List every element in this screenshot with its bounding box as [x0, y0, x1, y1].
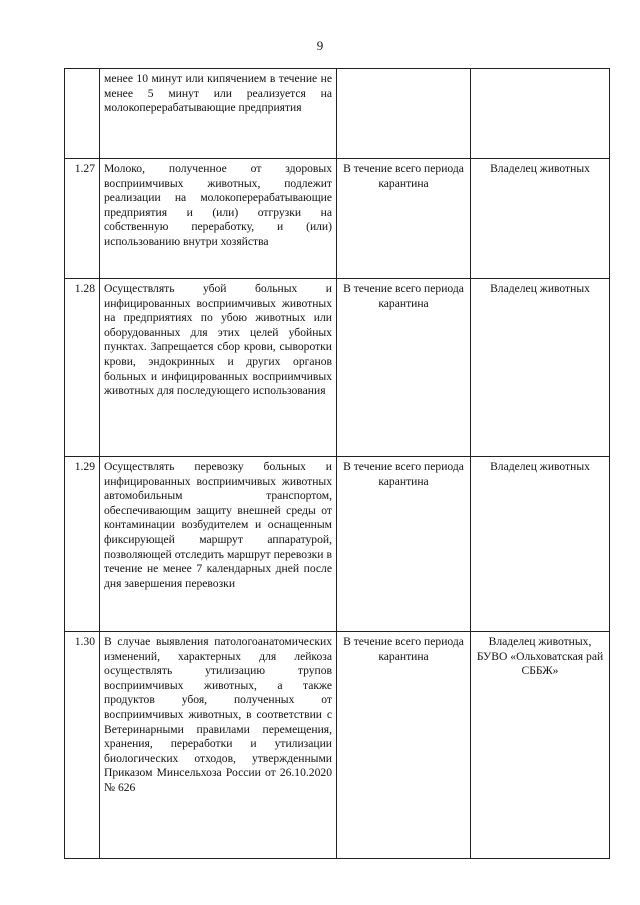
measures-table — [64, 68, 610, 859]
row-number: 1.28 — [65, 279, 100, 457]
measure-text: Молоко, полученное от здоровых восприимчивых животных, подлежит реализации на молокоперерабатывающие предприятия и (или) отгрузки на собственную переработку, и (или) использованию внутри хозяйства — [100, 159, 337, 279]
table-row — [65, 632, 610, 859]
measure-text: В случае выявления патологоанатомических изменений, характерных для лейкоза осуществлять утилизацию трупов восприимчивых животных, а также продуктов убоя, полученных от восприимчивых животных, в соответствии с Ветеринарными правилами перемещения, хранения, переработки и утилизации биологических отходов, утвержденными Приказом Минсельхоза России от 26.10.2020 № 626 — [100, 632, 337, 859]
page-number: 9 — [316, 38, 324, 53]
table-row — [65, 69, 610, 159]
responsible-text: Владелец животных, БУВО «Ольховатская рай СББЖ» — [471, 632, 610, 859]
deadline-text — [337, 69, 471, 159]
measure-text: Осуществлять перевозку больных и инфицированных восприимчивых животных автомобильным транспортом, обеспечивающим защиту внешней среды от контаминации возбудителем и оснащенным фиксирующей маршрут аппаратурой, позволяющей отследить маршрут перевозки в течение не менее 7 календарных дней после дня завершения перевозки — [100, 457, 337, 632]
responsible-text: Владелец животных — [471, 159, 610, 279]
responsible-text — [471, 69, 610, 159]
measure-text: менее 10 минут или кипячением в течение не менее 5 минут или реализуется на молокоперерабатывающие предприятия — [100, 69, 337, 159]
deadline-text: В течение всего периода карантина — [337, 279, 471, 457]
table-row — [65, 457, 610, 632]
responsible-text: Владелец животных — [471, 279, 610, 457]
deadline-text: В течение всего периода карантина — [337, 159, 471, 279]
row-number — [65, 69, 100, 159]
responsible-text: Владелец животных — [471, 457, 610, 632]
row-number: 1.29 — [65, 457, 100, 632]
row-number: 1.30 — [65, 632, 100, 859]
table-row — [65, 279, 610, 457]
measure-text: Осуществлять убой больных и инфицированных восприимчивых животных на предприятиях по убою животных или оборудованных для этих целей убойных пунктах. Запрещается сбор крови, сыворотки крови, эндокринных и других органов больных и инфицированных восприимчивых животных для последующего использования — [100, 279, 337, 457]
table-row — [65, 159, 610, 279]
deadline-text: В течение всего периода карантина — [337, 457, 471, 632]
row-number: 1.27 — [65, 159, 100, 279]
deadline-text: В течение всего периода карантина — [337, 632, 471, 859]
